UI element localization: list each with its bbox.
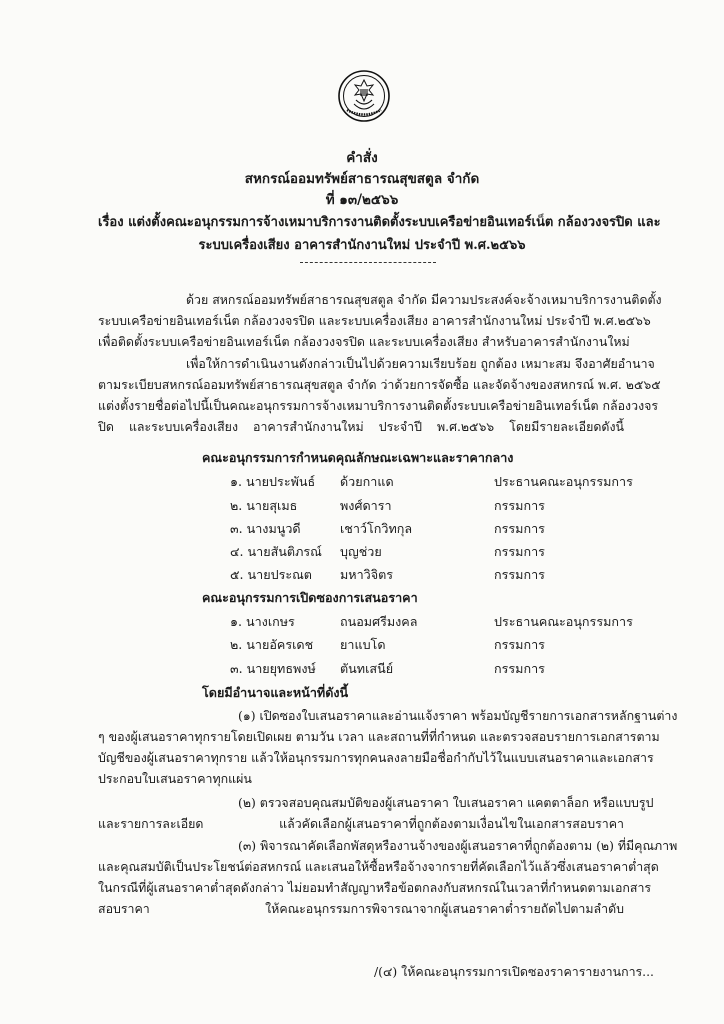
committee-1-member: ๓. นางมนูวดี เชาว์โกวิทกุล กรรมการ <box>230 521 545 536</box>
committee-1-member: ๒. นายสุเมธ พงศ์ดารา กรรมการ <box>230 498 545 513</box>
intro-paragraph-2: เพื่อให้การดำเนินงานดังกล่าวเป็นไปด้วยความเรียบร้อย ถูกต้อง เหมาะสม จึงอาศัยอำนาจ ตามระเบียบสหกรณ์ออมทรัพย์สาธารณสุขสตูล จำกัด ว่าด้วยการจัดซื้อ และจัดจ้างของสหกรณ์ พ.ศ. ๒๕๖๕ แต่งตั้งรายชื่อต่อไปนี้เป็นคณะอนุกรรมการจ้างเหมาบริการงานติดตั้งระบบเครือข่ายอินเทอร์เน็ต กล้องวงจร ปิด และระบบเครื่องเสียง อาคารสำนักงานใหม่ ประจำปี พ.ศ.๒๕๖๖ โดยมีรายละเอียดดังนี้ <box>98 356 661 434</box>
order-number: ที่ ๑๓/๒๕๖๖ <box>325 192 399 208</box>
page-continuation-note: /(๔) ให้คณะอนุกรรมการเปิดซองราคารายงานการ... <box>373 964 654 979</box>
committee-1-heading: คณะอนุกรรมการกำหนดคุณลักษณะเฉพาะและราคากลาง <box>202 450 514 465</box>
committee-2-member: ๒. นายอัครเดช ยาแบโด กรรมการ <box>230 637 545 652</box>
committee-1-member: ๕. นายประณต มหาวิจิตร กรรมการ <box>230 567 545 582</box>
intro-paragraph-1: ด้วย สหกรณ์ออมทรัพย์สาธารณสุขสตูล จำกัด มีความประสงค์จะจ้างเหมาบริการงานติดตั้ง ระบบเครือข่ายอินเทอร์เน็ต กล้องวงจรปิด และระบบเครื่องเสียง อาคารสำนักงานใหม่ ประจำปี พ.ศ.๒๕๖๖ เพื่อติดตั้งระบบเครือข่ายอินเทอร์เน็ต กล้องวงจรปิด และระบบเครื่องเสียง สำหรับอาคารสำนักงานใหม่ <box>98 292 662 349</box>
subject-line-1: เรื่อง แต่งตั้งคณะอนุกรรมการจ้างเหมาบริการงานติดตั้งระบบเครือข่ายอินเทอร์เน็ต กล้องวงจรปิด และ <box>98 215 661 230</box>
committee-2-heading: คณะอนุกรรมการเปิดซองการเสนอราคา <box>202 590 418 605</box>
committee-2-member: ๑. นางเกษร ถนอมศรีมงคล ประธานคณะอนุกรรมการ <box>230 614 633 629</box>
duty-1: (๑) เปิดซองใบเสนอราคาและอ่านแจ้งราคา พร้อมบัญชีรายการเอกสารหลักฐานต่าง ๆ ของผู้เสนอราคาทุกรายโดยเปิดเผย ตามวัน เวลา และสถานที่ที่กำหนด และตรวจสอบรายการเอกสารตาม บัญชีของผู้เสนอราคาทุกราย แล้วให้อนุกรรมการทุกคนลงลายมือชื่อกำกับไว้ในแบบเสนอราคาและเอกสาร ประกอบใบเสนอราคาทุกแผ่น <box>98 708 678 786</box>
committee-1-member: ๑. นายประพันธ์ ด้วยกาแด ประธานคณะอนุกรรมการ <box>230 474 633 489</box>
header-divider <box>300 262 436 263</box>
duties-heading: โดยมีอำนาจและหน้าที่ดังนี้ <box>202 685 349 700</box>
organization-name: สหกรณ์ออมทรัพย์สาธารณสุขสตูล จำกัด <box>244 171 480 187</box>
duty-3: (๓) พิจารณาคัดเลือกพัสดุหรืองานจ้างของผู้เสนอราคาที่ถูกต้องตาม (๒) ที่มีคุณภาพ และคุณสมบัติเป็นประโยชน์ต่อสหกรณ์ และเสนอให้ซื้อหรือจ้างจากรายที่คัดเลือกไว้แล้วซึ่งเสนอราคาต่ำสุด ในกรณีที่ผู้เสนอราคาต่ำสุดดังกล่าว ไม่ยอมทำสัญญาหรือข้อตกลงกับสหกรณ์ในเวลาที่กำหนดตามเอกสาร สอบราคา ให้คณะอนุกรรมการพิจารณาจากผู้เสนอราคาต่ำรายถัดไปตามลำดับ <box>98 838 678 916</box>
committee-1-member: ๔. นายสันติภรณ์ บุญช่วย กรรมการ <box>230 544 545 559</box>
committee-2-member: ๓. นายยุทธพงษ์ ตันทเสนีย์ กรรมการ <box>230 661 545 676</box>
document-title: คำสั่ง <box>346 150 378 166</box>
subject-line-2: ระบบเครื่องเสียง อาคารสำนักงานใหม่ ประจำปี พ.ศ.๒๕๖๖ <box>198 238 526 253</box>
cooperative-seal-logo <box>338 70 390 122</box>
duty-2: (๒) ตรวจสอบคุณสมบัติของผู้เสนอราคา ใบเสนอราคา แคตตาล็อก หรือแบบรูป และรายการละเอียด แล้วคัดเลือกผู้เสนอราคาที่ถูกต้องตามเงื่อนไขในเอกสารสอบราคา <box>98 795 654 831</box>
